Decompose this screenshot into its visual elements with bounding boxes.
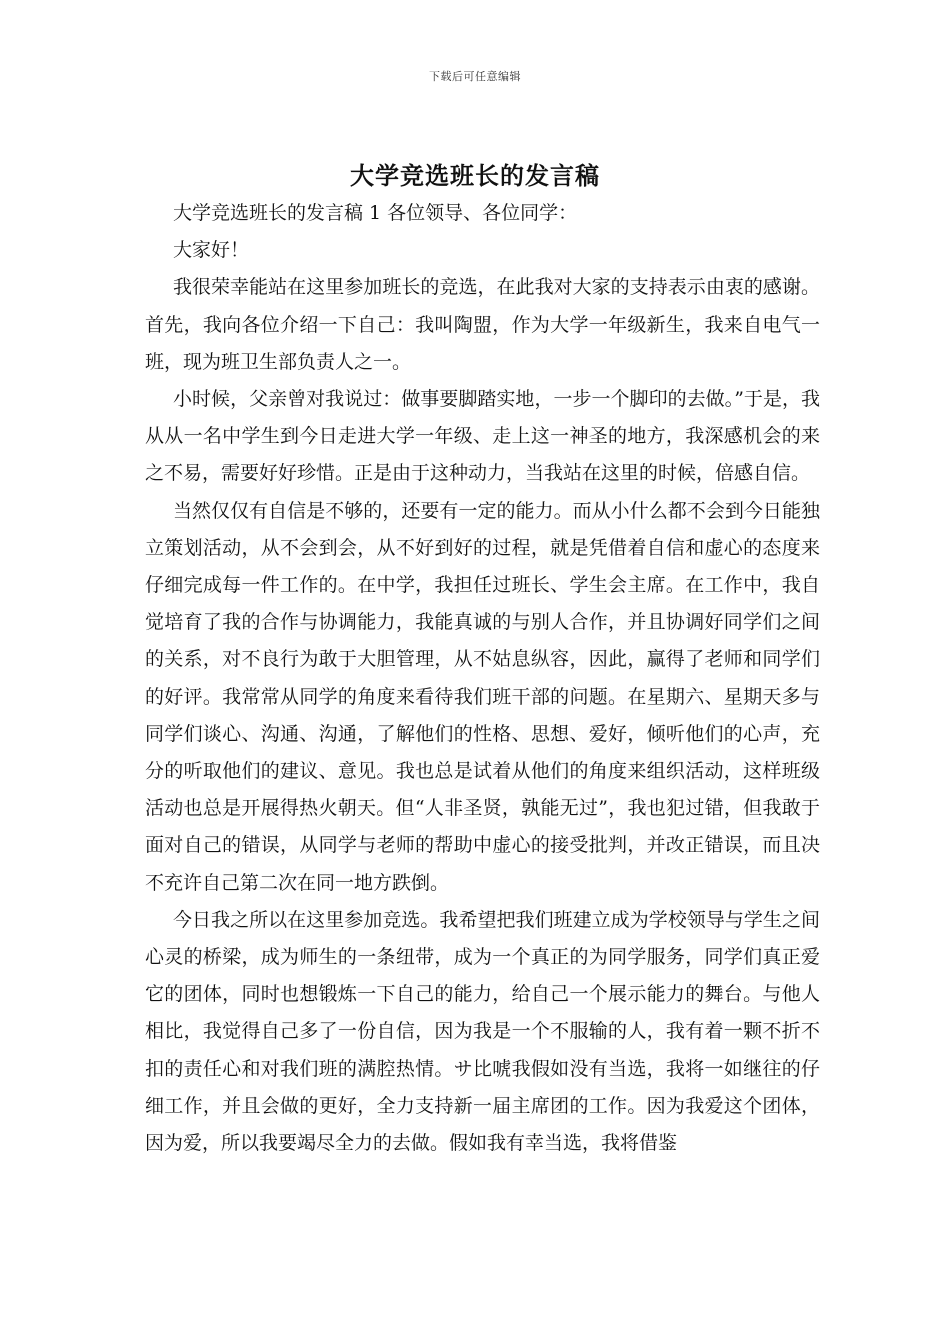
header-note: 下载后可任意编辑 [429,70,521,83]
page-title: 大学竞选班长的发言稿 [350,161,600,190]
document-body [145,195,820,1162]
paragraph-self-intro: 我很荣幸能站在这里参加班长的竞选，在此我对大家的支持表示由衷的感谢。首先，我向各位介绍一下自己：我叫陶盟，作为大学一年级新生，我来自电气一班，现为班卫生部负责人之一。 [145,276,820,373]
paragraph-childhood: 小时候，父亲曾对我说过：做事要脚踏实地，一步一个脚印的去做。”于是，我从从一名中学生到今日走进大学一年级、走上这一神圣的地方，我深感机会的来之不易，需要好好珍惜。正是由于这种动力，当我站在这里的时候，倍感自信。 [145,388,820,485]
paragraph-ability: 当然仅仅有自信是不够的，还要有一定的能力。而从小什么都不会到今日能独立策划活动，从不会到会，从不好到好的过程，就是凭借着自信和虚心的态度来仔细完成每一件工作的。在中学，我担任过班长、学生会主席。在工作中，我自觉培育了我的合作与协调能力，我能真诚的与别人合作，并且协调好同学们之间的关系，对不良行为敢于大胆管理，从不姑息纵容，因此，赢得了老师和同学们的好评。我常常从同学的角度来看待我们班干部的问题。在星期六、星期天多与同学们谈心、沟通、沟通，了解他们的性格、思想、爱好，倾听他们的心声，充分的听取他们的建议、意见。我也总是试着从他们的角度来组织活动，这样班级活动也总是开展得热火朝天。但“人非圣贤，孰能无过”，我也犯过错，但我敢于面对自己的错误，从同学与老师的帮助中虚心的接受批判，并改正错误，而且决不充许自己第二次在同一地方跌倒。 [145,499,820,894]
paragraph-greeting: 大家好！ [173,239,250,262]
paragraph-motivation: 今日我之所以在这里参加竞选。我希望把我们班建立成为学校领导与学生之间心灵的桥梁，成为师生的一条纽带，成为一个真正的为同学服务，同学们真正爱它的团体，同时也想锻炼一下自己的能力，给自己一个展示能力的舞台。与他人相比，我觉得自己多了一份自信，因为我是一个不服输的人，我有着一颗不折不扣的责任心和对我们班的满腔热情。サ比唬我假如没有当选，我将一如继往的仔细工作，并且会做的更好，全力支持新一届主席团的工作。因为我爱这个团体，因为爱，所以我要竭尽全力的去做。假如我有幸当选，我将借鉴 [145,908,820,1155]
paragraph-intro: 大学竞选班长的发言稿 1 各位领导、各位同学： [173,202,578,224]
